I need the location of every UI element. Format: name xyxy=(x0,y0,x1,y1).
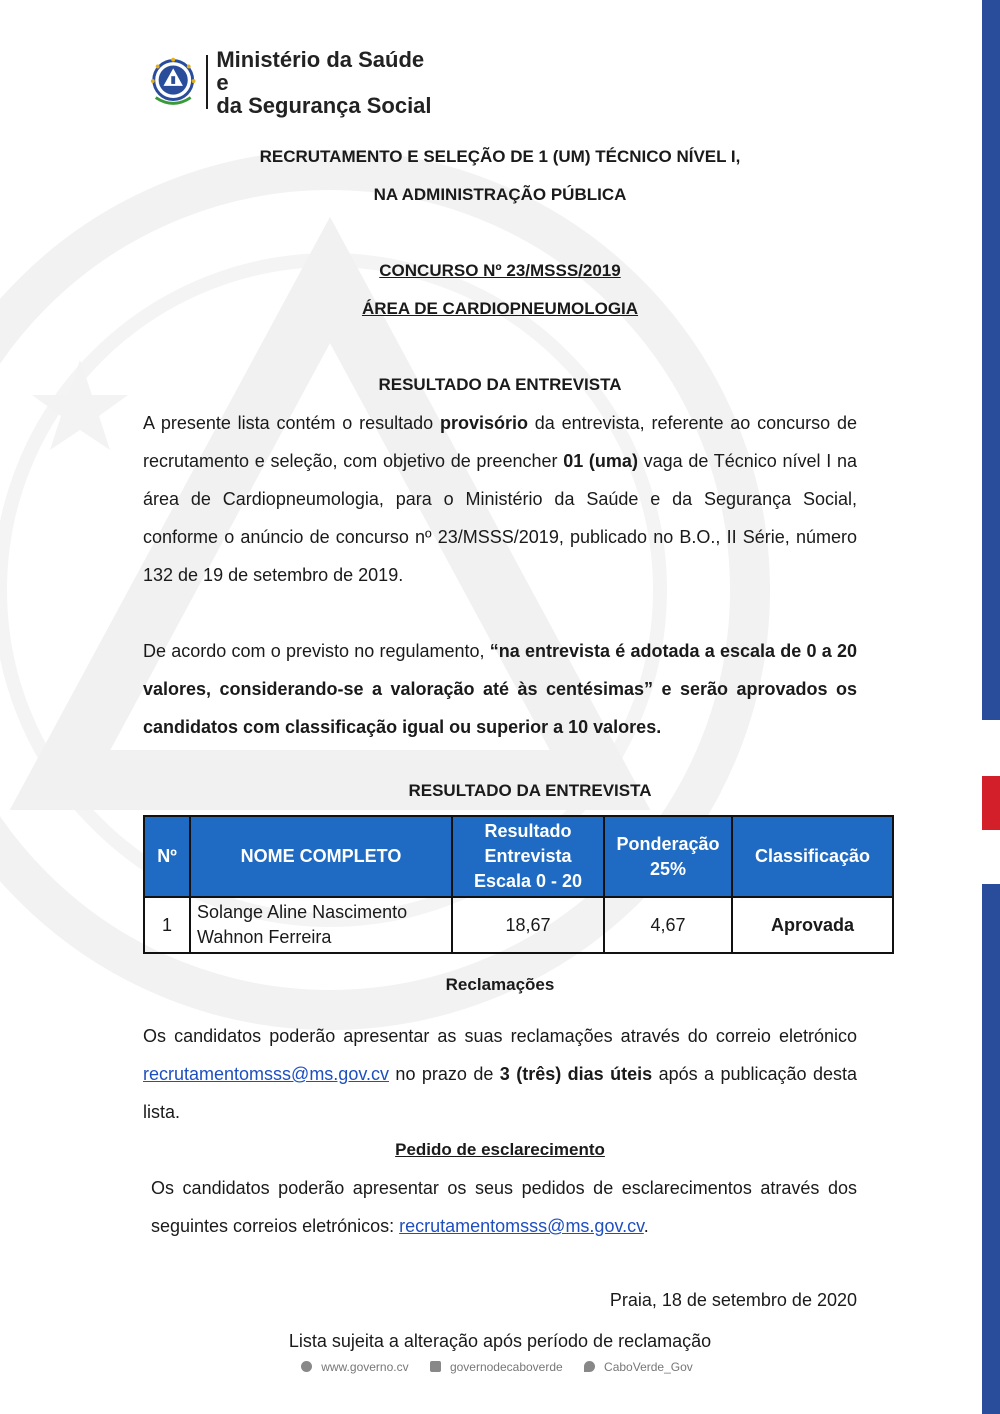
complaints-email-link[interactable]: recrutamentomsss@ms.gov.cv xyxy=(143,1064,389,1084)
footer-twitter-text: CaboVerde_Gov xyxy=(604,1360,693,1374)
complaints-text-1: Os candidatos poderão apresentar as suas reclamações através do correio eletrónico xyxy=(143,1026,857,1046)
clarification-paragraph xyxy=(151,1169,857,1245)
cell-result: 18,67 xyxy=(452,897,604,953)
results-table xyxy=(143,815,894,954)
side-bar-red xyxy=(982,776,1000,830)
cell-name-l2: Wahnon Ferreira xyxy=(197,927,332,947)
ministry-logo xyxy=(146,46,436,118)
complaints-text-2: no prazo de xyxy=(389,1064,500,1084)
header-classification: Classificação xyxy=(732,816,893,897)
table-header-row xyxy=(144,816,893,897)
clarification-text-2: . xyxy=(643,1216,649,1236)
header-result-l3: Escala 0 - 20 xyxy=(473,871,583,891)
intro-provisional: provisório xyxy=(439,413,528,433)
header-name: NOME COMPLETO xyxy=(190,816,452,897)
result-heading: RESULTADO DA ENTREVISTA xyxy=(378,375,622,394)
cell-name xyxy=(190,897,452,953)
area-title: ÁREA DE CARDIOPNEUMOLOGIA xyxy=(361,299,639,318)
complaints-deadline: 3 (três) dias úteis xyxy=(499,1064,653,1084)
closing-note: Lista sujeita a alteração após período de reclamação xyxy=(288,1331,712,1351)
footer-web[interactable] xyxy=(301,1360,414,1374)
rules-quote: “na entrevista é adotada a escala de 0 a 20 valores, considerando-se a valoração até às centésimas” e serão aprovados os candidatos com classificação igual ou superior a 10 valores. xyxy=(143,641,857,737)
cell-classification: Aprovada xyxy=(732,897,893,953)
header-result-l1: Resultado xyxy=(484,821,572,841)
side-bar-blue-bottom xyxy=(982,884,1000,1414)
title-line-2: NA ADMINISTRAÇÃO PÚBLICA xyxy=(373,185,627,204)
intro-text-2: da entrevista, referente ao concurso de recrutamento e seleção, com objetivo de preencher xyxy=(143,413,857,471)
cell-name-l1: Solange Aline Nascimento xyxy=(197,902,408,922)
concurso-number: CONCURSO Nº 23/MSSS/2019 xyxy=(379,261,621,280)
rules-paragraph xyxy=(143,632,857,746)
footer-facebook-text: governodecaboverde xyxy=(449,1360,563,1374)
table-row xyxy=(144,897,893,953)
logo-line-1: Ministério da Saúde e xyxy=(216,46,425,95)
header-result-l2: Entrevista xyxy=(484,846,572,866)
facebook-icon xyxy=(430,1361,441,1372)
header-weight-l1: Ponderação xyxy=(616,833,720,854)
logo-text xyxy=(216,48,436,117)
cell-weight: 4,67 xyxy=(604,897,732,953)
title-line-1: RECRUTAMENTO E SELEÇÃO DE 1 (UM) TÉCNICO NÍVEL I, xyxy=(259,147,741,166)
header-result xyxy=(452,816,604,897)
complaints-paragraph xyxy=(143,1017,857,1131)
footer-facebook[interactable] xyxy=(430,1360,569,1374)
clarification-text-1: Os candidatos poderão apresentar os seus pedidos de esclarecimentos através dos seguintes correios eletrónicos: xyxy=(151,1178,857,1236)
header-weight-l2: 25% xyxy=(649,858,687,879)
complaints-text-3: após a publicação desta lista. xyxy=(143,1064,857,1122)
header-number: Nº xyxy=(144,816,190,897)
globe-icon xyxy=(301,1361,312,1372)
complaints-heading: Reclamações xyxy=(445,975,555,994)
clarification-heading: Pedido de esclarecimento xyxy=(395,1140,605,1159)
footer-twitter[interactable] xyxy=(584,1360,699,1374)
logo-divider xyxy=(206,55,208,109)
side-bar-blue-top xyxy=(982,0,1000,720)
intro-text-1: A presente lista contém o resultado xyxy=(143,413,440,433)
footer xyxy=(0,1360,1000,1374)
cell-number: 1 xyxy=(144,897,190,953)
coat-of-arms-icon xyxy=(146,54,200,110)
intro-paragraph xyxy=(143,404,857,594)
table-heading: RESULTADO DA ENTREVISTA xyxy=(408,781,652,800)
logo-line-2: da Segurança Social xyxy=(216,92,432,118)
closing-date: Praia, 18 de setembro de 2020 xyxy=(609,1290,857,1310)
intro-text-3: vaga de Técnico nível I na área de Cardiopneumologia, para o Ministério da Saúde e da Segurança Social, conforme o anúncio de concurso nº 23/MSSS/2019, publicado no B.O., II Série, número 132 de 19 de setembro de 2019. xyxy=(143,451,857,585)
footer-web-text: www.governo.cv xyxy=(321,1360,409,1374)
twitter-icon xyxy=(584,1361,595,1372)
rules-text: De acordo com o previsto no regulamento, xyxy=(143,641,490,661)
clarification-email-link[interactable]: recrutamentomsss@ms.gov.cv xyxy=(399,1216,644,1236)
header-weight xyxy=(604,816,732,897)
intro-vacancies: 01 (uma) xyxy=(563,451,638,471)
